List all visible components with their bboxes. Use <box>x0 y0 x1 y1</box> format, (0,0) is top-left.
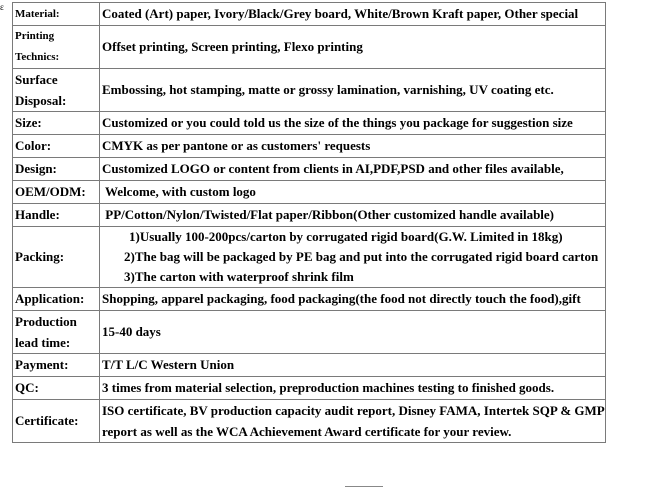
table-row-color <box>13 135 606 158</box>
production-label-line2: lead time: <box>15 335 71 350</box>
color-label: Color: <box>13 135 100 158</box>
material-label: Material: <box>13 3 100 26</box>
oem-value: Welcome, with custom logo <box>100 181 606 204</box>
surface-label-line1: Surface <box>15 72 58 87</box>
production-label-line1: Production <box>15 314 77 329</box>
table-row-surface <box>13 69 606 112</box>
table-row-packing <box>13 227 606 288</box>
bottom-divider <box>345 486 383 487</box>
surface-value: Embossing, hot stamping, matte or grossy lamination, varnishing, UV coating etc. <box>100 69 606 112</box>
table-row-material <box>13 3 606 26</box>
printing-label <box>13 26 100 69</box>
packing-label: Packing: <box>13 227 100 288</box>
size-value: Customized or you could told us the size of the things you package for suggestion size <box>100 112 606 135</box>
table-row-application <box>13 288 606 311</box>
application-label: Application: <box>13 288 100 311</box>
qc-value: 3 times from material selection, preproduction machines testing to finished goods. <box>100 377 606 400</box>
certificate-line-1: ISO certificate, BV production capacity audit report, Disney FAMA, Intertek SQP & GMP <box>102 403 605 418</box>
printing-label-line2: Technics: <box>15 51 60 63</box>
handle-value: PP/Cotton/Nylon/Twisted/Flat paper/Ribbon(Other customized handle available) <box>100 204 606 227</box>
application-value: Shopping, apparel packaging, food packaging(the food not directly touch the food),gift <box>100 288 606 311</box>
printing-label-line1: Printing <box>15 30 55 42</box>
handle-label: Handle: <box>13 204 100 227</box>
oem-label: OEM/ODM: <box>13 181 100 204</box>
table-row-payment <box>13 354 606 377</box>
table-row-handle <box>13 204 606 227</box>
table-row-qc <box>13 377 606 400</box>
design-value: Customized LOGO or content from clients in AI,PDF,PSD and other files available, <box>100 158 606 181</box>
production-value: 15-40 days <box>100 311 606 354</box>
size-label: Size: <box>13 112 100 135</box>
packing-value <box>100 227 606 288</box>
payment-label: Payment: <box>13 354 100 377</box>
certificate-line-2: report as well as the WCA Achievement Award certificate for your review. <box>102 424 512 439</box>
table-row-design <box>13 158 606 181</box>
packing-line-2: 2)The bag will be packaged by PE bag and put into the corrugated rigid board carton <box>124 249 599 264</box>
qc-label: QC: <box>13 377 100 400</box>
material-value: Coated (Art) paper, Ivory/Black/Grey board, White/Brown Kraft paper, Other special <box>100 3 606 26</box>
surface-label-line2: Disposal: <box>15 93 67 108</box>
table-row-certificate <box>13 400 606 443</box>
product-spec-table <box>12 2 606 443</box>
packing-line-1: 1)Usually 100-200pcs/carton by corrugated rigid board(G.W. Limited in 18kg) <box>129 229 563 244</box>
surface-label <box>13 69 100 112</box>
printing-value: Offset printing, Screen printing, Flexo printing <box>100 26 606 69</box>
production-label <box>13 311 100 354</box>
table-row-oem <box>13 181 606 204</box>
certificate-label: Certificate: <box>13 400 100 443</box>
payment-value: T/T L/C Western Union <box>100 354 606 377</box>
color-value: CMYK as per pantone or as customers' requests <box>100 135 606 158</box>
design-label: Design: <box>13 158 100 181</box>
table-row-production <box>13 311 606 354</box>
table-row-size <box>13 112 606 135</box>
corner-mark: ε <box>0 2 4 12</box>
table-row-printing <box>13 26 606 69</box>
certificate-value <box>100 400 606 443</box>
packing-line-3: 3)The carton with waterproof shrink film <box>124 269 354 284</box>
